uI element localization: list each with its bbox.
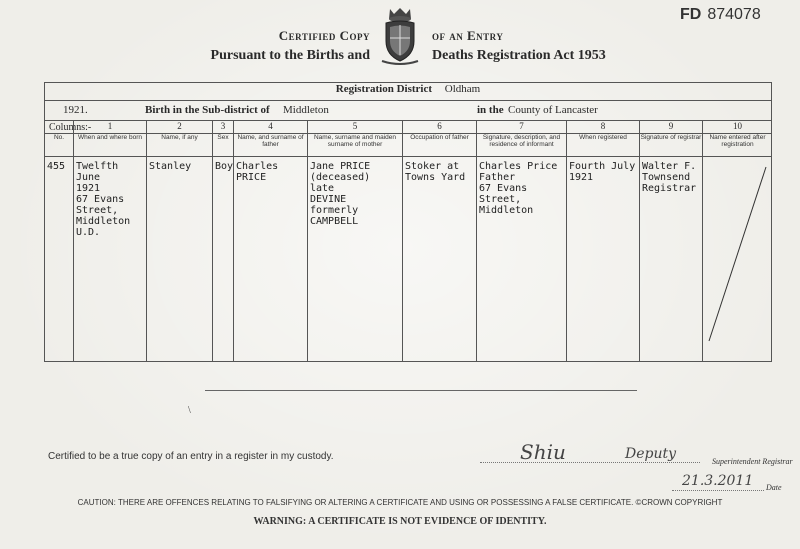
- date-label: Date: [766, 483, 782, 492]
- column-head-when-where: When and where born: [78, 134, 142, 141]
- header-right: [432, 28, 652, 64]
- header-pursuant: Pursuant to the Births and: [210, 48, 370, 63]
- tick-mark: \: [188, 405, 191, 416]
- registrar-signature: Shiu: [520, 440, 566, 464]
- cell-sex: Boy: [215, 161, 234, 172]
- registration-district-row: [45, 83, 771, 101]
- column-sex: [212, 121, 233, 362]
- birth-subdistrict-label: Birth in the Sub-district of: [145, 104, 270, 116]
- blank-entry-line: [205, 390, 637, 391]
- signature-dotted-line: [480, 462, 700, 463]
- serial-prefix: FD: [680, 6, 702, 23]
- district-value: Oldham: [444, 83, 481, 95]
- column-number-5: 5: [352, 121, 358, 131]
- column-number-1: 1: [107, 121, 113, 131]
- certified-statement: Certified to be a true copy of an entry in a register in my custody.: [48, 451, 334, 462]
- register-entry-frame: [44, 82, 772, 362]
- column-number-6: 6: [437, 121, 442, 131]
- column-head-sex: Sex: [217, 134, 229, 141]
- column-head-mother: Name, surname and maiden surname of mother: [313, 134, 396, 148]
- cell-mother: Jane PRICE (deceased) late DEVINE formerly CAMPBELL: [310, 161, 371, 227]
- column-name-after: [702, 121, 772, 362]
- superintendent-label: Superintendent Registrar: [712, 457, 793, 466]
- column-number-7: 7: [519, 121, 524, 131]
- column-head-no: No.: [53, 134, 65, 141]
- county-label: in the: [477, 104, 504, 116]
- column-head-father: Name, and surname of father: [237, 134, 304, 148]
- column-name: [146, 121, 212, 362]
- district-label: Registration District: [335, 83, 433, 95]
- column-registrar: [639, 121, 702, 362]
- column-number-9: 9: [668, 121, 674, 131]
- column-number-8: 8: [600, 121, 606, 131]
- strike-through-line: [703, 161, 771, 361]
- column-number-2: 2: [177, 121, 182, 131]
- cell-name: Stanley: [149, 161, 192, 172]
- header-certified-copy: Certified Copy: [278, 28, 370, 43]
- columns-label: Columns:-: [49, 122, 92, 133]
- serial-number: [680, 6, 761, 24]
- entry-table: [45, 121, 772, 362]
- cell-father: Charles PRICE: [236, 161, 279, 183]
- header-left: [200, 28, 370, 64]
- entry-year: 1921.: [63, 104, 88, 116]
- certificate-date: 21.3.2011: [682, 473, 754, 489]
- header-act: Deaths Registration Act 1953: [432, 48, 606, 63]
- column-head-registered: When registered: [579, 134, 627, 141]
- cell-registered: Fourth July 1921: [569, 161, 636, 183]
- subdistrict-value: Middleton: [283, 104, 329, 116]
- caution-notice: CAUTION: THERE ARE OFFENCES RELATING TO FALSIFYING OR ALTERING A CERTIFICATE AND USING OR POSSESSING A FALSE CERTIFICATE. ©CROWN COPYRIGHT: [77, 498, 723, 507]
- cell-when-where: Twelfth June 1921 67 Evans Street, Middleton U.D.: [76, 161, 131, 238]
- cell-no: 455: [47, 161, 66, 172]
- serial-digits: 874078: [707, 6, 761, 23]
- column-head-name: Name, if any: [161, 134, 198, 141]
- column-number-10: 10: [733, 121, 742, 131]
- date-dotted-line: [672, 490, 764, 491]
- column-head-informant: Signature, description, and residence of informant: [482, 134, 561, 148]
- column-informant: [476, 121, 566, 362]
- header-of-an-entry: of an Entry: [432, 28, 504, 43]
- column-registered: [566, 121, 639, 362]
- column-head-occupation: Occupation of father: [410, 134, 469, 141]
- column-head-name-after: Name entered after registration: [709, 134, 766, 148]
- warning-notice: WARNING: A CERTIFICATE IS NOT EVIDENCE OF IDENTITY.: [253, 516, 547, 527]
- county-value: County of Lancaster: [508, 104, 598, 116]
- column-number-3: 3: [220, 121, 226, 131]
- column-when-where-born: [73, 121, 146, 362]
- column-father: [233, 121, 307, 362]
- column-number-4: 4: [268, 121, 273, 131]
- column-occupation: [402, 121, 476, 362]
- deputy-signature: Deputy: [625, 446, 677, 462]
- birth-subdistrict-row: [45, 101, 771, 121]
- column-no: [45, 121, 73, 362]
- cell-informant: Charles Price Father 67 Evans Street, Middleton: [479, 161, 558, 216]
- cell-registrar: Walter F. Townsend Registrar: [642, 161, 697, 194]
- column-mother: [307, 121, 402, 362]
- cell-occupation: Stoker at Towns Yard: [405, 161, 466, 183]
- royal-coat-of-arms-icon: [378, 5, 422, 67]
- column-head-registrar: Signature of registrar: [640, 134, 702, 141]
